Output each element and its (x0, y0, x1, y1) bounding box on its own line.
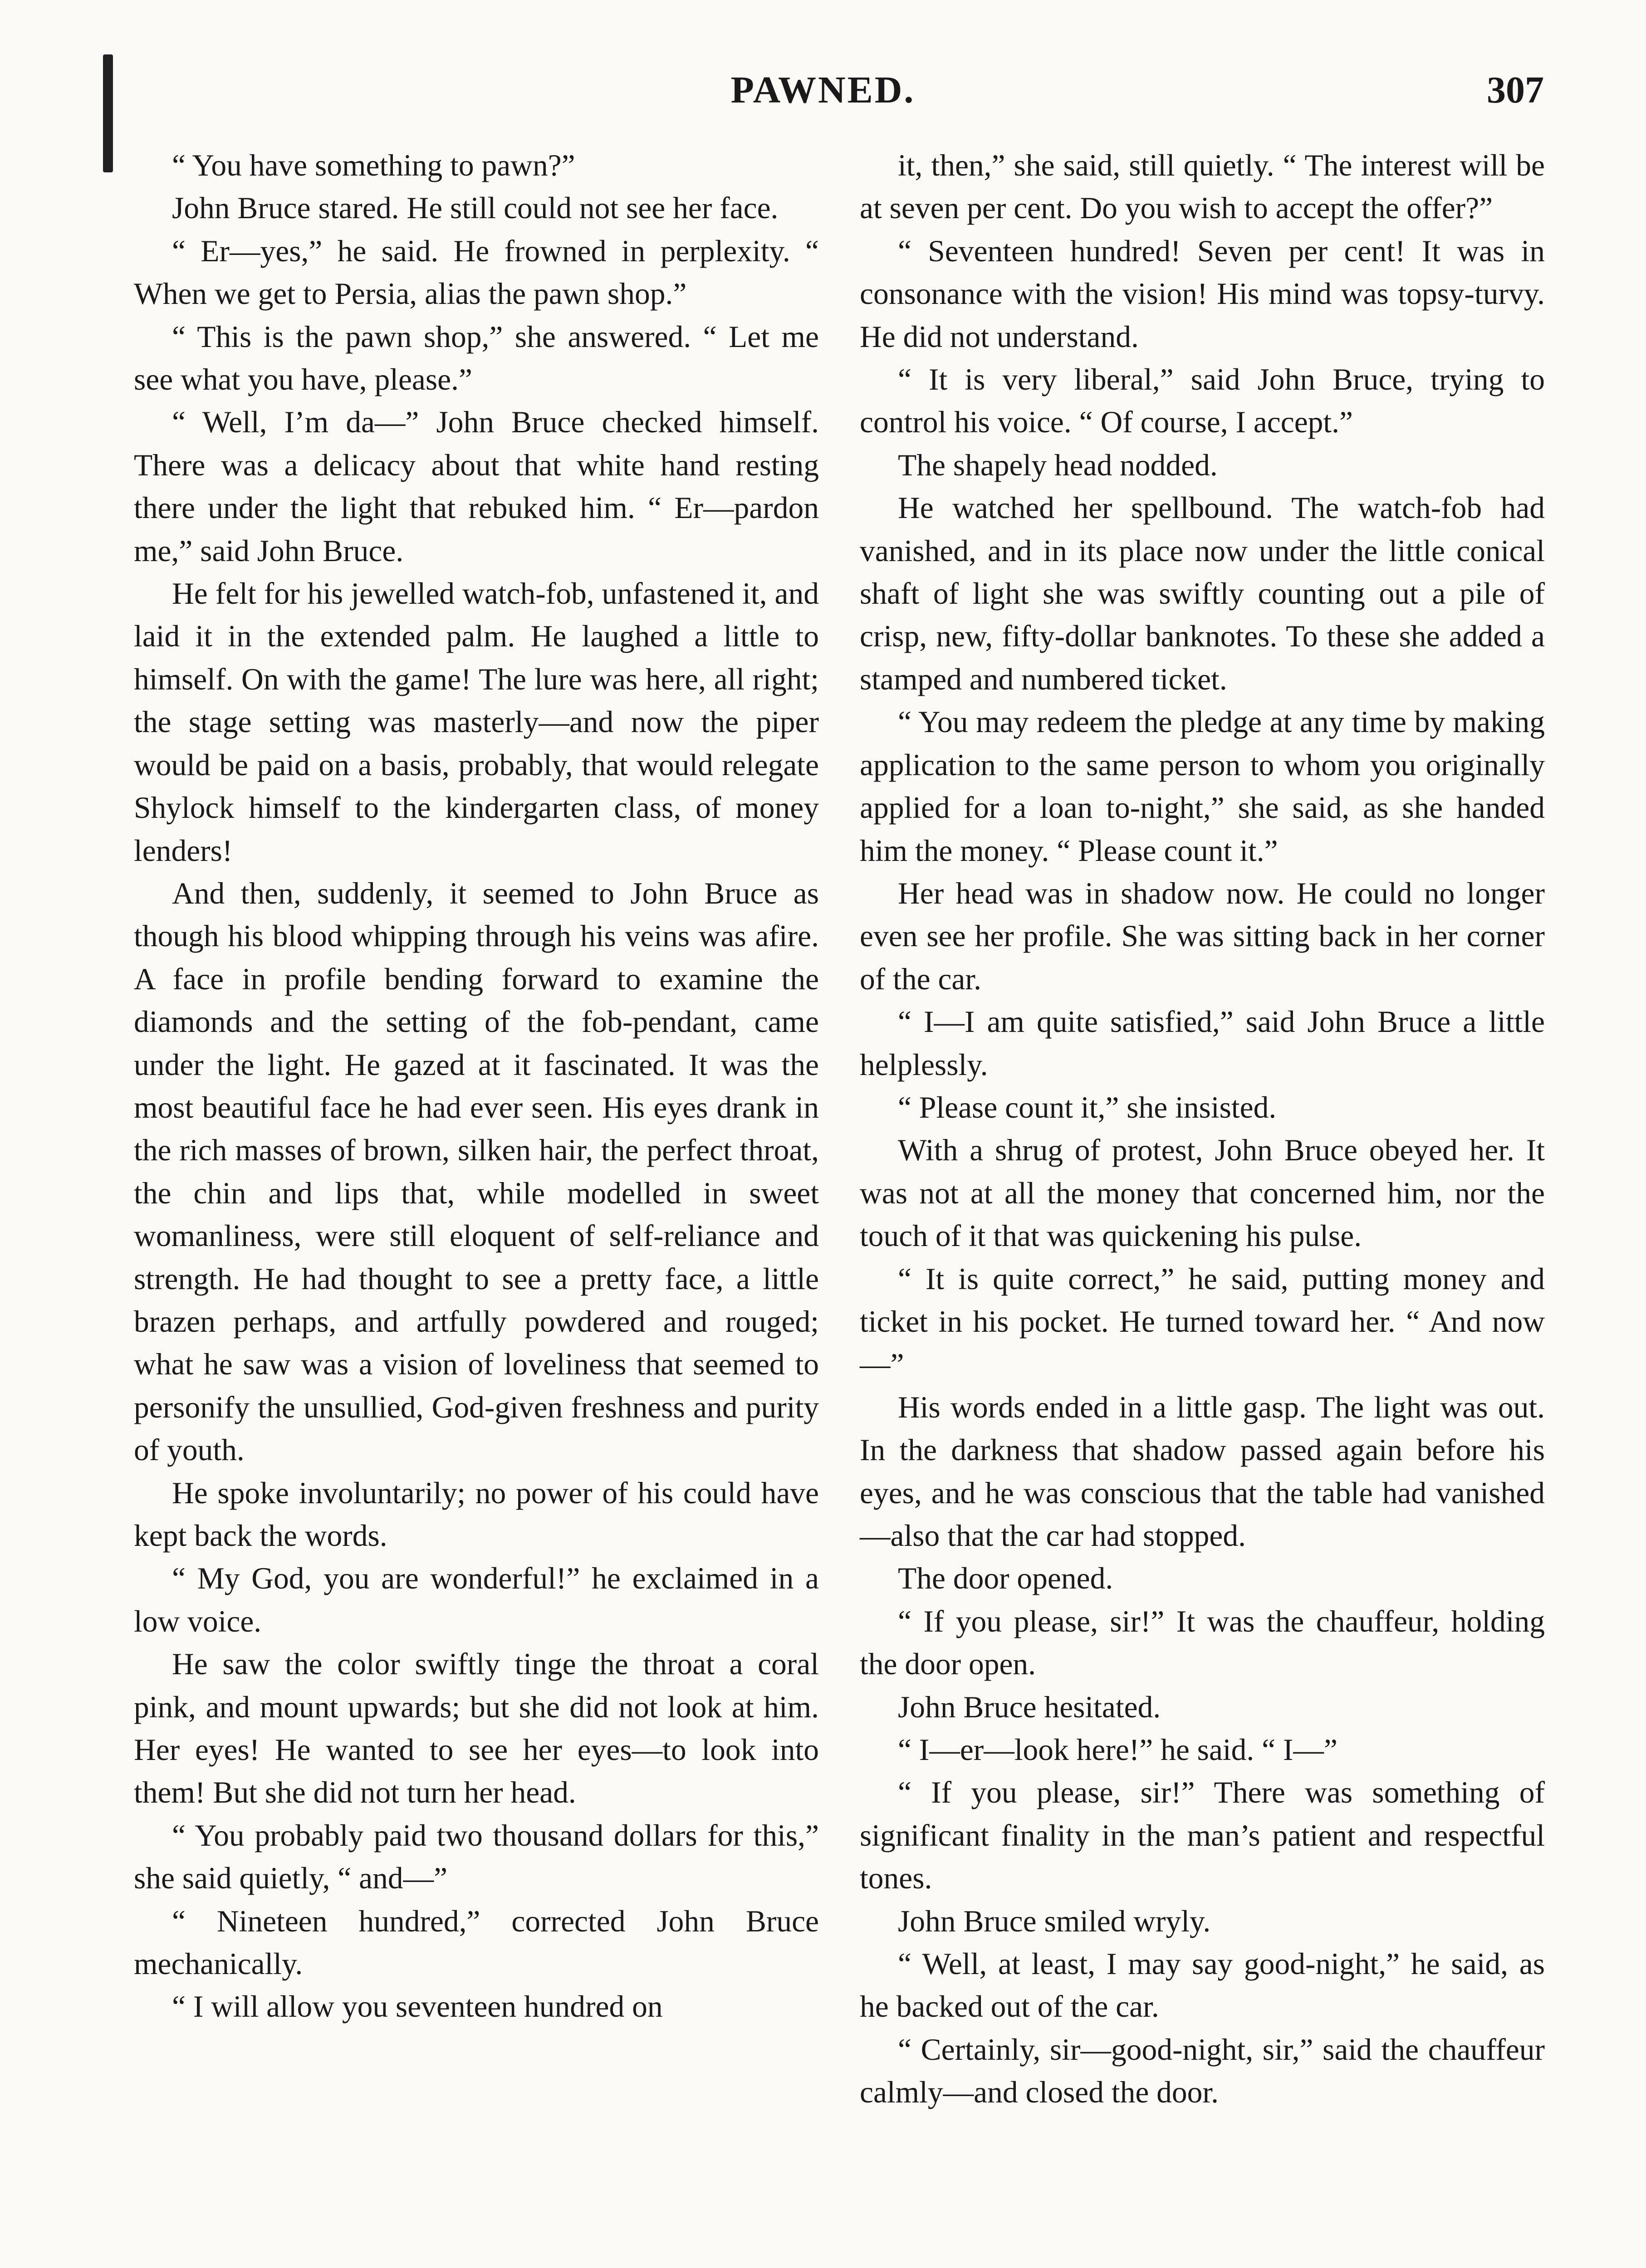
paragraph: it, then,” she said, still quietly. “ The interest will be at seven per cent. Do you wish to accept the offer?” (860, 148, 1545, 225)
page-header (0, 68, 1646, 122)
paragraph: “ You have something to pawn?” (172, 148, 575, 182)
paragraph: “ This is the pawn shop,” she answered. “ Let me see what you have, please.” (134, 319, 819, 397)
paragraph: “ I—er—look here!” he said. “ I—” (898, 1733, 1337, 1767)
paragraph: The shapely head nodded. (898, 448, 1218, 482)
paragraph: “ If you please, sir!” There was something of significant finality in the man’s patient and respectful tones. (860, 1775, 1545, 1896)
paragraph: “ It is quite correct,” he said, putting money and ticket in his pocket. He turned toward her. “ And now—” (860, 1261, 1545, 1382)
paragraph: The door opened. (898, 1561, 1113, 1596)
paragraph: “ Certainly, sir—good-night, sir,” said the chauffeur calmly—and closed the door. (860, 2032, 1545, 2110)
paragraph: “ My God, you are wonderful!” he exclaimed in a low voice. (134, 1561, 819, 1638)
paragraph: He spoke involuntarily; no power of his could have kept back the words. (134, 1476, 819, 1553)
right-text-column (860, 144, 1545, 2114)
paragraph: “ Well, I’m da—” John Bruce checked himself. There was a delicacy about that white hand resting there under the light that rebuked him. “ Er—pardon me,” said John Bruce. (134, 405, 819, 568)
paragraph: John Bruce hesitated. (898, 1690, 1161, 1724)
paragraph: “ You probably paid two thousand dollars for this,” she said quietly, “ and—” (134, 1818, 819, 1896)
paragraph: “ It is very liberal,” said John Bruce, trying to control his voice. “ Of course, I accept.” (860, 362, 1545, 440)
scan-margin-marks (93, 54, 129, 735)
paragraph: “ Seventeen hundred! Seven per cent! It was in consonance with the vision! His mind was topsy-turvy. He did not understand. (860, 234, 1545, 354)
paragraph: He saw the color swiftly tinge the throat a coral pink, and mount upwards; but she did not look at him. Her eyes! He wanted to see her eyes—to look into them! But she did not turn her head. (134, 1647, 819, 1810)
paragraph: “ If you please, sir!” It was the chauffeur, holding the door open. (860, 1604, 1545, 1681)
paragraph: “ Er—yes,” he said. He frowned in perplexity. “ When we get to Persia, alias the pawn shop.” (134, 234, 819, 311)
running-title: PAWNED. (730, 69, 916, 111)
paragraph: With a shrug of protest, John Bruce obeyed her. It was not at all the money that concerned him, nor the touch of it that was quickening his pulse. (860, 1133, 1545, 1253)
paragraph: He felt for his jewelled watch-fob, unfastened it, and laid it in the extended palm. He laughed a little to himself. On with the game! The lure was here, all right; the stage setting was masterly—and now the piper would be paid on a basis, probably, that would relegate Shylock himself to the kindergarten class, of money lenders! (134, 577, 819, 868)
paragraph: John Bruce stared. He still could not see her face. (172, 191, 779, 225)
paragraph: John Bruce smiled wryly. (898, 1904, 1211, 1938)
paragraph: He watched her spellbound. The watch-fob had vanished, and in its place now under the little conical shaft of light she was swiftly counting out a pile of crisp, new, fifty-dollar banknotes. To these she added a stamped and numbered ticket. (860, 491, 1545, 696)
page-number: 307 (1487, 69, 1544, 111)
paragraph: “ You may redeem the pledge at any time by making application to the same person to whom you originally applied for a loan to-night,” she said, as she handed him the money. “ Please count it.” (860, 705, 1545, 868)
paragraph: Her head was in shadow now. He could no longer even see her profile. She was sitting back in her corner of the car. (860, 876, 1545, 996)
paragraph: “ Nineteen hundred,” corrected John Bruce mechanically. (134, 1904, 819, 1981)
left-text-column (134, 144, 819, 2028)
paragraph: And then, suddenly, it seemed to John Bruce as though his blood whipping through his veins was afire. A face in profile bending forward to examine the diamonds and the setting of the fob-pendant, came under the light. He gazed at it fascinated. It was the most beautiful face he had ever seen. His eyes drank in the rich masses of brown, silken hair, the perfect throat, the chin and lips that, while modelled in sweet womanliness, were still eloquent of self-reliance and strength. He had thought to see a pretty face, a little brazen perhaps, and artfully powdered and rouged; what he saw was a vision of loveliness that seemed to personify the unsullied, God-given freshness and purity of youth. (134, 876, 819, 1467)
paragraph: His words ended in a little gasp. The light was out. In the darkness that shadow passed again before his eyes, and he was conscious that the table had vanished —also that the car had stopped. (860, 1390, 1545, 1553)
paragraph: “ Well, at least, I may say good-night,” he said, as he backed out of the car. (860, 1947, 1545, 2024)
paragraph: “ Please count it,” she insisted. (898, 1090, 1277, 1124)
paragraph: “ I will allow you seventeen hundred on (172, 1989, 663, 2024)
paragraph: “ I—I am quite satisfied,” said John Bruce a little helplessly. (860, 1005, 1545, 1082)
